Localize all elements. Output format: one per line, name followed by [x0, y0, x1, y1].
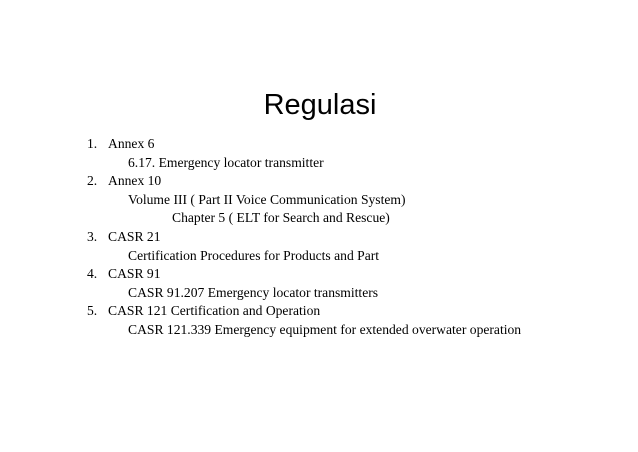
sub-item: Certification Procedures for Products and Part: [128, 247, 380, 263]
list-item-label: Annex 10: [108, 173, 162, 189]
sub-sub-item: Chapter 5 ( ELT for Search and Rescue): [172, 210, 390, 226]
sub-item: Volume III ( Part II Voice Communication System): [128, 191, 406, 207]
list-number: 1.: [87, 136, 98, 151]
list-item-label: CASR 91: [108, 266, 161, 282]
list-item-4: [87, 265, 521, 284]
list-number: 4.: [87, 266, 98, 282]
list-item-label: CASR 121 Certification and Operation: [108, 303, 321, 319]
list-item-1: [87, 135, 521, 154]
list-number: 5.: [87, 303, 98, 319]
sub-item: CASR 121.339 Emergency equipment for extended overwater operation: [128, 321, 522, 337]
list-item-label: Annex 6: [108, 136, 155, 151]
regulation-list: [87, 135, 521, 340]
slide-title: Regulasi: [263, 89, 377, 121]
sub-item: 6.17. Emergency locator transmitter: [128, 154, 324, 170]
list-number: 2.: [87, 173, 98, 189]
list-item-2: [87, 172, 521, 191]
list-item-3: [87, 228, 521, 247]
sub-item: CASR 91.207 Emergency locator transmitters: [128, 284, 379, 300]
list-number: 3.: [87, 228, 98, 244]
list-item-5: [87, 302, 521, 321]
list-item-label: CASR 21: [108, 228, 161, 244]
